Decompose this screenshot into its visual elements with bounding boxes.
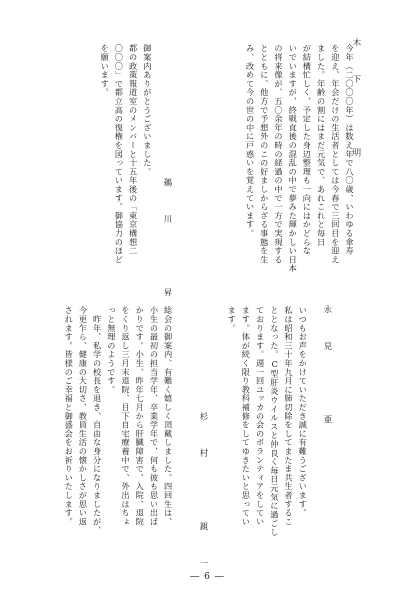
section-divider [28,290,387,291]
author-sugimura: 杉 村 親 一 [199,412,209,578]
author-kinoshita: 木 下 明 [352,38,362,167]
author-ukawa: 鵜 川 昇 [163,178,173,307]
letter-nagami: いつもお声をかけていただき誠に有難うございます。 私は昭和三十年九月に肺切除をしてまたま共生者するこ ととなった。C型肝炎ウイルスと仲良く毎日元気に過ごし ております。週一回ユッカの会のボランティアをしてい ます。体が続く限り教科補修をしてゆきたいと思ってい ます。 [227,306,309,537]
page-number: ― 6 ― [190,572,225,582]
author-nagami: 永 見 亜 [323,305,333,434]
letter-ukawa: 御案内ありがとうございました。 都の政策報道室のメンバーと十五年後の「東京構想二 〇〇〇」で都立高の復権を図っています。御協力のほど を願います。 [100,44,153,264]
letter-kinoshita: 今年（二〇〇〇年）は数え年で八〇歳、いわゆる傘寿 を迎え、年会だけの生活者としては今春で三回目を迎え ました。年齢の割にはまだ元気で、あれこれと毎日 が結構忙しく、予定した身辺整理も一向にはかどらな いでいますが、終戦直後の混乱の中で夢みた輝かしい日本 の将来像が、五〇余年の時の経過の中で一方で実現する とともに、他方で予想外のこの好ましからざる事態を生 み、改めて今の世の中に戸惑いを覚えています。 [245,44,355,273]
letter-sugimura: 総会の御案内、有難く嬉しく頂戴しました。四回生は、 小生の最初の担当学年、卒業学年で、何も彼も思い出ば かりです。小生、昨年七月から肝臓障害で、入院、退院 をくり返し三月末退院、目下自宅療養中で、外出はちょ っと無理のようです。 昨年、私学の校長を退き、自由な身分になりましたが、 今更乍ら、健康の大切さ、教員生活の懐かしさが思い返 されます。皆様のご幸福と御盛会をお祈りいたします。 [64,306,174,535]
